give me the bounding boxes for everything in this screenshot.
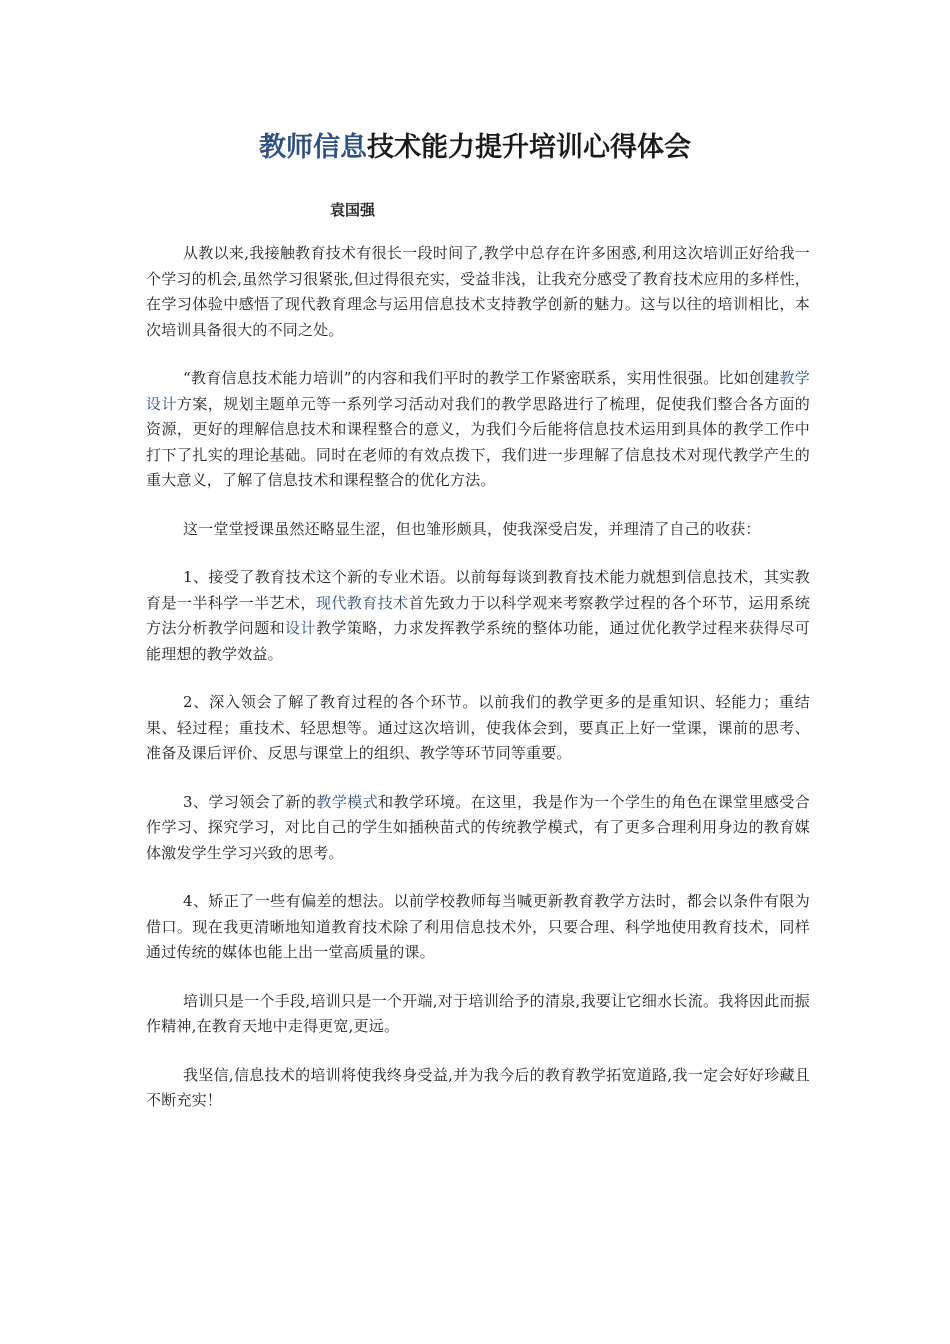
body-paragraph (146, 366, 810, 494)
paragraph-text: 2、深入领会了解了教育过程的各个环节。以前我们的教学更多的是重知识、轻能力；重结果、轻过程；重技术、轻思想等。通过这次培训，使我体会到，要真正上好一堂课，课前的思考、准备及课后评价、反思与课堂上的组织、教学等环节同等重要。 (146, 693, 810, 762)
body-paragraph (146, 790, 810, 867)
inline-link[interactable]: 设计 (285, 619, 316, 637)
title-rest: 技术能力提升培训心得体会 (367, 132, 691, 163)
body-paragraph (146, 565, 810, 667)
inline-link[interactable]: 教学模式 (316, 792, 379, 811)
body-paragraph (146, 889, 810, 966)
body-paragraph (146, 241, 810, 343)
paragraph-text: 我坚信,信息技术的培训将使我终身受益,并为我今后的教育教学拓宽道路,我一定会好好珍藏且不断充实！ (146, 1065, 810, 1109)
paragraph-text: 首先致力于以科学观来考察教学过程的各个环节，运用系统方法分析教学问题和 (146, 593, 811, 637)
body-paragraph (146, 1063, 810, 1114)
paragraph-text: 和教学环境。在这里，我是作为一个学生的角色在课堂里感受合作学习、探究学习，对比自己的学生如插秧苗式的传统教学模式，有了更多合理利用身边的教育媒体激发学生学习兴致的思考。 (146, 792, 810, 862)
paragraph-text: 方案，规划主题单元等一系列学习活动对我们的教学思路进行了梳理，促使我们整合各方面的资源，更好的理解信息技术和课程整合的意义，为我们今后能将信息技术运用到具体的教学工作中打下了扎实的理论基础。同时在老师的有效点拨下，我们进一步理解了信息技术对现代教学产生的重大意义，了解了信息技术和课程整合的优化方法。 (146, 394, 810, 489)
paragraph-text: 1、接受了教育技术这个新的专业术语。以前每每谈到教育技术能力就想到信息技术，其实教育是一半科学一半艺术， (146, 568, 810, 612)
paragraph-text: 教学策略，力求发挥教学系统的整体功能，通过优化教学过程来获得尽可能理想的教学效益。 (146, 619, 810, 663)
title-accent: 教师信息 (259, 132, 367, 163)
paragraph-text: “教育信息技术能力培训”的内容和我们平时的教学工作紧密联系，实用性很强。比如创建 (183, 369, 780, 387)
body-paragraph (146, 989, 810, 1040)
inline-link[interactable]: 现代教育技术 (315, 593, 409, 612)
inline-link[interactable]: 教学设计 (146, 369, 810, 413)
paragraph-text: 从教以来,我接触教育技术有很长一段时间了,教学中总存在许多困惑,利用这次培训正好给我一个学习的机会,虽然学习很紧张,但过得很充实，受益非浅，让我充分感受了教育技术应用的多样性，在学习体验中感悟了现代教育理念与运用信息技术支持教学创新的魅力。这与以往的培训相比，本次培训具备很大的不同之处。 (146, 244, 810, 339)
paragraph-text: 4、矫正了一些有偏差的想法。以前学校教师每当喊更新教育教学方法时，都会以条件有限为借口。现在我更清晰地知道教育技术除了利用信息技术外，只要合理、科学地使用教育技术，同样通过传统的媒体也能上出一堂高质量的课。 (146, 892, 810, 961)
author-name: 袁国强 (330, 201, 376, 219)
document-body (146, 241, 810, 1137)
body-paragraph (146, 517, 810, 543)
paragraph-text: 3、学习领会了新的 (183, 792, 317, 811)
body-paragraph (146, 690, 810, 767)
paragraph-text: 这一堂堂授课虽然还略显生涩，但也雏形颇具，使我深受启发，并理清了自己的收获： (183, 519, 761, 538)
paragraph-text: 培训只是一个手段,培训只是一个开端,对于培训给予的清泉,我要让它细水长流。我将因此而振作精神,在教育天地中走得更宽,更远。 (146, 991, 810, 1035)
document-title (0, 128, 950, 168)
